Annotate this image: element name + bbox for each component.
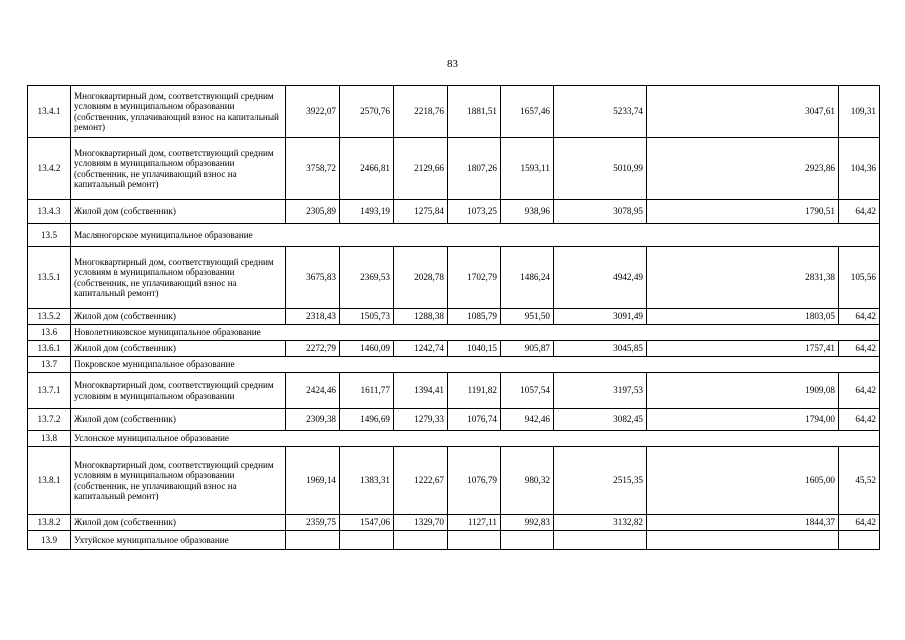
row-number: 13.7 bbox=[28, 357, 71, 373]
row-name: Многоквартирный дом, соответствующий средним условиям в муниципальном образовании (собственник, не уплачивающий взнос на капитальный ремонт) bbox=[71, 138, 286, 200]
value-cell: 64,42 bbox=[839, 409, 880, 431]
row-number: 13.7.1 bbox=[28, 373, 71, 409]
row-name: Жилой дом (собственник) bbox=[71, 515, 286, 531]
value-cell: 1040,15 bbox=[448, 341, 501, 357]
value-cell: 5010,99 bbox=[554, 138, 647, 200]
table-row bbox=[28, 373, 880, 409]
value-cell: 1547,06 bbox=[340, 515, 394, 531]
value-cell: 1794,00 bbox=[647, 409, 839, 431]
value-cell: 1611,77 bbox=[340, 373, 394, 409]
section-row bbox=[28, 357, 880, 373]
row-number: 13.4.1 bbox=[28, 86, 71, 138]
value-cell: 1881,51 bbox=[448, 86, 501, 138]
value-cell: 1191,82 bbox=[448, 373, 501, 409]
value-cell: 3091,49 bbox=[554, 309, 647, 325]
value-cell: 1460,09 bbox=[340, 341, 394, 357]
table-body bbox=[28, 86, 880, 550]
value-cell: 1593,11 bbox=[501, 138, 554, 200]
value-cell: 2424,46 bbox=[286, 373, 340, 409]
value-cell: 1329,70 bbox=[394, 515, 448, 531]
row-name: Жилой дом (собственник) bbox=[71, 309, 286, 325]
value-cell: 1803,05 bbox=[647, 309, 839, 325]
row-number: 13.5.2 bbox=[28, 309, 71, 325]
row-number: 13.8.1 bbox=[28, 447, 71, 515]
empty-cell bbox=[286, 531, 340, 550]
value-cell: 2923,86 bbox=[647, 138, 839, 200]
value-cell: 1496,69 bbox=[340, 409, 394, 431]
table-row bbox=[28, 409, 880, 431]
row-number: 13.8 bbox=[28, 431, 71, 447]
row-name: Многоквартирный дом, соответствующий средним условиям в муниципальном образовании (собственник, уплачивающий взнос на капитальный ремонт) bbox=[71, 86, 286, 138]
table-row bbox=[28, 341, 880, 357]
value-cell: 4942,49 bbox=[554, 247, 647, 309]
value-cell: 64,42 bbox=[839, 341, 880, 357]
section-title: Масляногорское муниципальное образование bbox=[71, 224, 880, 247]
value-cell: 3047,61 bbox=[647, 86, 839, 138]
section-row bbox=[28, 531, 880, 550]
value-cell: 1394,41 bbox=[394, 373, 448, 409]
row-number: 13.5.1 bbox=[28, 247, 71, 309]
value-cell: 1279,33 bbox=[394, 409, 448, 431]
value-cell: 1844,37 bbox=[647, 515, 839, 531]
value-cell: 1909,08 bbox=[647, 373, 839, 409]
value-cell: 951,50 bbox=[501, 309, 554, 325]
value-cell: 980,32 bbox=[501, 447, 554, 515]
value-cell: 1493,19 bbox=[340, 200, 394, 224]
empty-cell bbox=[839, 531, 880, 550]
row-name: Жилой дом (собственник) bbox=[71, 409, 286, 431]
value-cell: 1757,41 bbox=[647, 341, 839, 357]
section-row bbox=[28, 431, 880, 447]
row-number: 13.4.2 bbox=[28, 138, 71, 200]
value-cell: 3082,45 bbox=[554, 409, 647, 431]
value-cell: 1076,79 bbox=[448, 447, 501, 515]
empty-cell bbox=[647, 531, 839, 550]
value-cell: 1702,79 bbox=[448, 247, 501, 309]
table-row bbox=[28, 447, 880, 515]
value-cell: 2028,78 bbox=[394, 247, 448, 309]
value-cell: 2831,38 bbox=[647, 247, 839, 309]
table-row bbox=[28, 515, 880, 531]
row-number: 13.7.2 bbox=[28, 409, 71, 431]
value-cell: 1242,74 bbox=[394, 341, 448, 357]
row-number: 13.9 bbox=[28, 531, 71, 550]
value-cell: 1073,25 bbox=[448, 200, 501, 224]
value-cell: 2515,35 bbox=[554, 447, 647, 515]
row-name: Жилой дом (собственник) bbox=[71, 200, 286, 224]
value-cell: 3675,83 bbox=[286, 247, 340, 309]
value-cell: 104,36 bbox=[839, 138, 880, 200]
value-cell: 5233,74 bbox=[554, 86, 647, 138]
row-name: Многоквартирный дом, соответствующий средним условиям в муниципальном образовании (собственник, не уплачивающий взнос на капитальный ремонт) bbox=[71, 447, 286, 515]
value-cell: 3922,07 bbox=[286, 86, 340, 138]
row-number: 13.4.3 bbox=[28, 200, 71, 224]
value-cell: 2309,38 bbox=[286, 409, 340, 431]
value-cell: 905,87 bbox=[501, 341, 554, 357]
value-cell: 64,42 bbox=[839, 200, 880, 224]
value-cell: 64,42 bbox=[839, 309, 880, 325]
value-cell: 1288,38 bbox=[394, 309, 448, 325]
value-cell: 1657,46 bbox=[501, 86, 554, 138]
value-cell: 109,31 bbox=[839, 86, 880, 138]
page-number: 83 bbox=[447, 58, 458, 70]
value-cell: 1127,11 bbox=[448, 515, 501, 531]
value-cell: 1275,84 bbox=[394, 200, 448, 224]
value-cell: 3758,72 bbox=[286, 138, 340, 200]
row-name: Многоквартирный дом, соответствующий средним условиям в муниципальном образовании bbox=[71, 373, 286, 409]
value-cell: 3045,85 bbox=[554, 341, 647, 357]
value-cell: 1076,74 bbox=[448, 409, 501, 431]
section-title: Новолетниковское муниципальное образование bbox=[71, 325, 880, 341]
section-row bbox=[28, 325, 880, 341]
value-cell: 1085,79 bbox=[448, 309, 501, 325]
value-cell: 64,42 bbox=[839, 515, 880, 531]
value-cell: 2359,75 bbox=[286, 515, 340, 531]
empty-cell bbox=[448, 531, 501, 550]
value-cell: 1807,26 bbox=[448, 138, 501, 200]
value-cell: 45,52 bbox=[839, 447, 880, 515]
table-row bbox=[28, 138, 880, 200]
value-cell: 1505,73 bbox=[340, 309, 394, 325]
value-cell: 2305,89 bbox=[286, 200, 340, 224]
value-cell: 3078,95 bbox=[554, 200, 647, 224]
value-cell: 942,46 bbox=[501, 409, 554, 431]
row-number: 13.8.2 bbox=[28, 515, 71, 531]
row-number: 13.6.1 bbox=[28, 341, 71, 357]
row-name: Жилой дом (собственник) bbox=[71, 341, 286, 357]
section-title: Ухтуйское муниципальное образование bbox=[71, 531, 286, 550]
value-cell: 2272,79 bbox=[286, 341, 340, 357]
value-cell: 1969,14 bbox=[286, 447, 340, 515]
tariff-table bbox=[27, 85, 880, 550]
value-cell: 938,96 bbox=[501, 200, 554, 224]
row-number: 13.6 bbox=[28, 325, 71, 341]
value-cell: 2218,76 bbox=[394, 86, 448, 138]
section-title: Услонское муниципальное образование bbox=[71, 431, 880, 447]
value-cell: 2318,43 bbox=[286, 309, 340, 325]
value-cell: 64,42 bbox=[839, 373, 880, 409]
row-number: 13.5 bbox=[28, 224, 71, 247]
value-cell: 2466,81 bbox=[340, 138, 394, 200]
value-cell: 2369,53 bbox=[340, 247, 394, 309]
table-row bbox=[28, 247, 880, 309]
value-cell: 3197,53 bbox=[554, 373, 647, 409]
value-cell: 2570,76 bbox=[340, 86, 394, 138]
empty-cell bbox=[340, 531, 394, 550]
value-cell: 3132,82 bbox=[554, 515, 647, 531]
row-name: Многоквартирный дом, соответствующий средним условиям в муниципальном образовании (собственник, не уплачивающий взнос на капитальный ремонт) bbox=[71, 247, 286, 309]
value-cell: 1222,67 bbox=[394, 447, 448, 515]
empty-cell bbox=[501, 531, 554, 550]
value-cell: 1605,00 bbox=[647, 447, 839, 515]
value-cell: 1057,54 bbox=[501, 373, 554, 409]
value-cell: 1383,31 bbox=[340, 447, 394, 515]
table-row bbox=[28, 200, 880, 224]
value-cell: 1790,51 bbox=[647, 200, 839, 224]
value-cell: 1486,24 bbox=[501, 247, 554, 309]
value-cell: 105,56 bbox=[839, 247, 880, 309]
section-row bbox=[28, 224, 880, 247]
empty-cell bbox=[394, 531, 448, 550]
section-title: Покровское муниципальное образование bbox=[71, 357, 880, 373]
value-cell: 2129,66 bbox=[394, 138, 448, 200]
empty-cell bbox=[554, 531, 647, 550]
value-cell: 992,83 bbox=[501, 515, 554, 531]
table-row bbox=[28, 309, 880, 325]
table-row bbox=[28, 86, 880, 138]
